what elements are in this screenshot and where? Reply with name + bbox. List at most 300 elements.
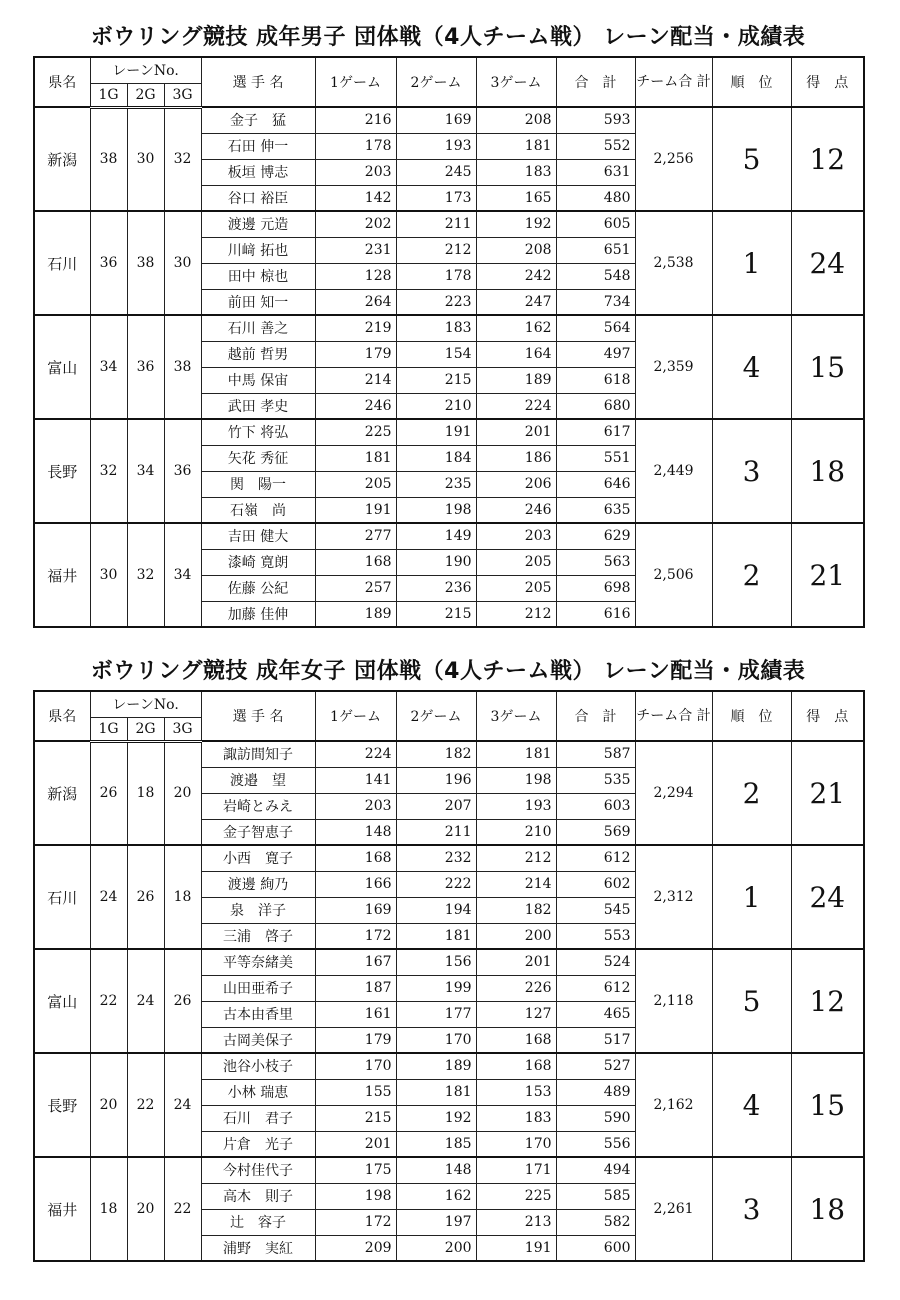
game1-score-cell: 191 bbox=[315, 497, 396, 523]
player-total-cell: 734 bbox=[556, 289, 635, 315]
game2-score-cell: 156 bbox=[396, 949, 476, 975]
player-total-cell: 545 bbox=[556, 897, 635, 923]
game2-score-cell: 192 bbox=[396, 1105, 476, 1131]
game1-score-cell: 161 bbox=[315, 1001, 396, 1027]
points-cell: 15 bbox=[791, 1053, 864, 1157]
player-total-cell: 494 bbox=[556, 1157, 635, 1183]
player-name-cell: 矢花 秀征 bbox=[201, 445, 315, 471]
game3-score-cell: 198 bbox=[476, 767, 556, 793]
player-total-cell: 629 bbox=[556, 523, 635, 549]
game3-score-cell: 242 bbox=[476, 263, 556, 289]
game3-score-cell: 182 bbox=[476, 897, 556, 923]
game3-score-cell: 164 bbox=[476, 341, 556, 367]
game3-score-cell: 189 bbox=[476, 367, 556, 393]
lane-3g-cell: 20 bbox=[164, 741, 201, 845]
game2-score-cell: 199 bbox=[396, 975, 476, 1001]
player-name-cell: 金子 猛 bbox=[201, 107, 315, 133]
player-name-cell: 古岡美保子 bbox=[201, 1027, 315, 1053]
lane-3g-cell: 38 bbox=[164, 315, 201, 419]
game2-score-cell: 182 bbox=[396, 741, 476, 767]
rank-cell: 4 bbox=[712, 315, 791, 419]
team-total-cell: 2,256 bbox=[635, 107, 712, 211]
rank-cell: 5 bbox=[712, 107, 791, 211]
header-total: 合 計 bbox=[556, 57, 635, 107]
prefecture-cell: 福井 bbox=[34, 1157, 90, 1261]
game1-score-cell: 142 bbox=[315, 185, 396, 211]
player-total-cell: 524 bbox=[556, 949, 635, 975]
points-cell: 24 bbox=[791, 845, 864, 949]
game2-score-cell: 178 bbox=[396, 263, 476, 289]
game3-score-cell: 205 bbox=[476, 549, 556, 575]
player-total-cell: 582 bbox=[556, 1209, 635, 1235]
table-row bbox=[34, 315, 864, 341]
game1-score-cell: 246 bbox=[315, 393, 396, 419]
prefecture-cell: 富山 bbox=[34, 315, 90, 419]
player-total-cell: 587 bbox=[556, 741, 635, 767]
player-total-cell: 489 bbox=[556, 1079, 635, 1105]
lane-1g-cell: 22 bbox=[90, 949, 127, 1053]
team-total-cell: 2,538 bbox=[635, 211, 712, 315]
game1-score-cell: 198 bbox=[315, 1183, 396, 1209]
game1-score-cell: 277 bbox=[315, 523, 396, 549]
player-total-cell: 556 bbox=[556, 1131, 635, 1157]
lane-2g-cell: 34 bbox=[127, 419, 164, 523]
header-points: 得 点 bbox=[791, 691, 864, 741]
prefecture-cell: 福井 bbox=[34, 523, 90, 627]
player-name-cell: 辻 容子 bbox=[201, 1209, 315, 1235]
lane-2g-cell: 26 bbox=[127, 845, 164, 949]
game2-score-cell: 207 bbox=[396, 793, 476, 819]
points-cell: 21 bbox=[791, 523, 864, 627]
rank-cell: 2 bbox=[712, 523, 791, 627]
rank-cell: 1 bbox=[712, 845, 791, 949]
player-total-cell: 593 bbox=[556, 107, 635, 133]
player-name-cell: 泉 洋子 bbox=[201, 897, 315, 923]
lane-3g-cell: 18 bbox=[164, 845, 201, 949]
lane-3g-cell: 24 bbox=[164, 1053, 201, 1157]
game3-score-cell: 201 bbox=[476, 949, 556, 975]
lane-1g-cell: 30 bbox=[90, 523, 127, 627]
points-cell: 12 bbox=[791, 949, 864, 1053]
player-total-cell: 465 bbox=[556, 1001, 635, 1027]
header-game3: 3ゲーム bbox=[476, 57, 556, 107]
game2-score-cell: 245 bbox=[396, 159, 476, 185]
header-lane-2g: 2G bbox=[127, 83, 164, 107]
table-row bbox=[34, 107, 864, 133]
player-total-cell: 680 bbox=[556, 393, 635, 419]
men-table-body bbox=[34, 107, 864, 627]
player-total-cell: 651 bbox=[556, 237, 635, 263]
game2-score-cell: 197 bbox=[396, 1209, 476, 1235]
game3-score-cell: 127 bbox=[476, 1001, 556, 1027]
game1-score-cell: 181 bbox=[315, 445, 396, 471]
player-name-cell: 吉田 健大 bbox=[201, 523, 315, 549]
player-total-cell: 605 bbox=[556, 211, 635, 237]
game1-score-cell: 225 bbox=[315, 419, 396, 445]
prefecture-cell: 新潟 bbox=[34, 107, 90, 211]
women-results-table bbox=[33, 690, 865, 1262]
game2-score-cell: 232 bbox=[396, 845, 476, 871]
header-game2: 2ゲーム bbox=[396, 57, 476, 107]
game1-score-cell: 209 bbox=[315, 1235, 396, 1261]
game1-score-cell: 203 bbox=[315, 793, 396, 819]
player-total-cell: 612 bbox=[556, 845, 635, 871]
lane-1g-cell: 20 bbox=[90, 1053, 127, 1157]
game3-score-cell: 213 bbox=[476, 1209, 556, 1235]
points-cell: 18 bbox=[791, 1157, 864, 1261]
game3-score-cell: 205 bbox=[476, 575, 556, 601]
game3-score-cell: 165 bbox=[476, 185, 556, 211]
women-section bbox=[33, 656, 863, 1262]
prefecture-cell: 長野 bbox=[34, 419, 90, 523]
game1-score-cell: 179 bbox=[315, 1027, 396, 1053]
player-name-cell: 竹下 将弘 bbox=[201, 419, 315, 445]
game3-score-cell: 210 bbox=[476, 819, 556, 845]
game3-score-cell: 171 bbox=[476, 1157, 556, 1183]
lane-1g-cell: 38 bbox=[90, 107, 127, 211]
game2-score-cell: 181 bbox=[396, 1079, 476, 1105]
game1-score-cell: 215 bbox=[315, 1105, 396, 1131]
game3-score-cell: 183 bbox=[476, 159, 556, 185]
men-title: ボウリング競技 成年男子 団体戦（4人チーム戦） レーン配当・成績表 bbox=[90, 25, 806, 50]
header-team-total: チーム合 計 bbox=[635, 691, 712, 741]
table-row bbox=[34, 523, 864, 549]
men-section bbox=[33, 22, 863, 628]
team-total-cell: 2,162 bbox=[635, 1053, 712, 1157]
player-name-cell: 漆崎 寛朗 bbox=[201, 549, 315, 575]
player-name-cell: 関 陽一 bbox=[201, 471, 315, 497]
game1-score-cell: 187 bbox=[315, 975, 396, 1001]
lane-2g-cell: 38 bbox=[127, 211, 164, 315]
player-total-cell: 517 bbox=[556, 1027, 635, 1053]
game1-score-cell: 175 bbox=[315, 1157, 396, 1183]
header-rank: 順 位 bbox=[712, 57, 791, 107]
player-total-cell: 480 bbox=[556, 185, 635, 211]
player-total-cell: 553 bbox=[556, 923, 635, 949]
game3-score-cell: 246 bbox=[476, 497, 556, 523]
lane-3g-cell: 36 bbox=[164, 419, 201, 523]
game2-score-cell: 162 bbox=[396, 1183, 476, 1209]
game2-score-cell: 198 bbox=[396, 497, 476, 523]
lane-2g-cell: 18 bbox=[127, 741, 164, 845]
game2-score-cell: 194 bbox=[396, 897, 476, 923]
rank-cell: 3 bbox=[712, 419, 791, 523]
game2-score-cell: 177 bbox=[396, 1001, 476, 1027]
game1-score-cell: 168 bbox=[315, 845, 396, 871]
game2-score-cell: 173 bbox=[396, 185, 476, 211]
points-cell: 15 bbox=[791, 315, 864, 419]
game3-score-cell: 192 bbox=[476, 211, 556, 237]
game1-score-cell: 264 bbox=[315, 289, 396, 315]
game1-score-cell: 205 bbox=[315, 471, 396, 497]
team-total-cell: 2,449 bbox=[635, 419, 712, 523]
player-name-cell: 岩崎とみえ bbox=[201, 793, 315, 819]
table-row bbox=[34, 741, 864, 767]
game1-score-cell: 189 bbox=[315, 601, 396, 627]
game2-score-cell: 181 bbox=[396, 923, 476, 949]
lane-1g-cell: 24 bbox=[90, 845, 127, 949]
player-name-cell: 金子智恵子 bbox=[201, 819, 315, 845]
header-game1: 1ゲーム bbox=[315, 57, 396, 107]
game3-score-cell: 206 bbox=[476, 471, 556, 497]
game3-score-cell: 186 bbox=[476, 445, 556, 471]
game1-score-cell: 155 bbox=[315, 1079, 396, 1105]
game2-score-cell: 211 bbox=[396, 819, 476, 845]
points-cell: 18 bbox=[791, 419, 864, 523]
rank-cell: 2 bbox=[712, 741, 791, 845]
header-game3: 3ゲーム bbox=[476, 691, 556, 741]
lane-1g-cell: 34 bbox=[90, 315, 127, 419]
game3-score-cell: 181 bbox=[476, 741, 556, 767]
player-name-cell: 佐藤 公紀 bbox=[201, 575, 315, 601]
game3-score-cell: 162 bbox=[476, 315, 556, 341]
table-row bbox=[34, 845, 864, 871]
player-name-cell: 古本由香里 bbox=[201, 1001, 315, 1027]
game1-score-cell: 166 bbox=[315, 871, 396, 897]
player-total-cell: 600 bbox=[556, 1235, 635, 1261]
header-lane-no: レーンNo. bbox=[90, 57, 201, 83]
game3-score-cell: 212 bbox=[476, 601, 556, 627]
game2-score-cell: 235 bbox=[396, 471, 476, 497]
table-row bbox=[34, 419, 864, 445]
game3-score-cell: 183 bbox=[476, 1105, 556, 1131]
header-lane-3g: 3G bbox=[164, 83, 201, 107]
player-total-cell: 564 bbox=[556, 315, 635, 341]
game1-score-cell: 224 bbox=[315, 741, 396, 767]
game1-score-cell: 148 bbox=[315, 819, 396, 845]
game1-score-cell: 141 bbox=[315, 767, 396, 793]
player-total-cell: 552 bbox=[556, 133, 635, 159]
game1-score-cell: 168 bbox=[315, 549, 396, 575]
game2-score-cell: 215 bbox=[396, 601, 476, 627]
game2-score-cell: 190 bbox=[396, 549, 476, 575]
game2-score-cell: 149 bbox=[396, 523, 476, 549]
prefecture-cell: 石川 bbox=[34, 211, 90, 315]
prefecture-cell: 富山 bbox=[34, 949, 90, 1053]
header-game1: 1ゲーム bbox=[315, 691, 396, 741]
player-total-cell: 698 bbox=[556, 575, 635, 601]
lane-2g-cell: 32 bbox=[127, 523, 164, 627]
lane-1g-cell: 36 bbox=[90, 211, 127, 315]
game3-score-cell: 200 bbox=[476, 923, 556, 949]
game2-score-cell: 212 bbox=[396, 237, 476, 263]
game2-score-cell: 223 bbox=[396, 289, 476, 315]
game2-score-cell: 191 bbox=[396, 419, 476, 445]
game3-score-cell: 168 bbox=[476, 1027, 556, 1053]
table-row bbox=[34, 949, 864, 975]
player-total-cell: 527 bbox=[556, 1053, 635, 1079]
game1-score-cell: 170 bbox=[315, 1053, 396, 1079]
player-total-cell: 551 bbox=[556, 445, 635, 471]
header-player: 選 手 名 bbox=[201, 691, 315, 741]
player-total-cell: 497 bbox=[556, 341, 635, 367]
game3-score-cell: 214 bbox=[476, 871, 556, 897]
lane-2g-cell: 36 bbox=[127, 315, 164, 419]
player-name-cell: 池谷小枝子 bbox=[201, 1053, 315, 1079]
player-name-cell: 高木 則子 bbox=[201, 1183, 315, 1209]
rank-cell: 5 bbox=[712, 949, 791, 1053]
rank-cell: 1 bbox=[712, 211, 791, 315]
header-game2: 2ゲーム bbox=[396, 691, 476, 741]
game1-score-cell: 214 bbox=[315, 367, 396, 393]
player-name-cell: 石嶺 尚 bbox=[201, 497, 315, 523]
game2-score-cell: 169 bbox=[396, 107, 476, 133]
team-total-cell: 2,118 bbox=[635, 949, 712, 1053]
header-lane-2g: 2G bbox=[127, 717, 164, 741]
player-total-cell: 569 bbox=[556, 819, 635, 845]
game2-score-cell: 196 bbox=[396, 767, 476, 793]
game2-score-cell: 183 bbox=[396, 315, 476, 341]
game3-score-cell: 153 bbox=[476, 1079, 556, 1105]
player-name-cell: 前田 知一 bbox=[201, 289, 315, 315]
player-name-cell: 渡邊 元造 bbox=[201, 211, 315, 237]
game3-score-cell: 193 bbox=[476, 793, 556, 819]
player-total-cell: 635 bbox=[556, 497, 635, 523]
game2-score-cell: 222 bbox=[396, 871, 476, 897]
player-total-cell: 612 bbox=[556, 975, 635, 1001]
points-cell: 24 bbox=[791, 211, 864, 315]
player-name-cell: 山田亜希子 bbox=[201, 975, 315, 1001]
header-total: 合 計 bbox=[556, 691, 635, 741]
player-total-cell: 631 bbox=[556, 159, 635, 185]
game2-score-cell: 185 bbox=[396, 1131, 476, 1157]
player-name-cell: 中馬 保宙 bbox=[201, 367, 315, 393]
prefecture-cell: 新潟 bbox=[34, 741, 90, 845]
player-total-cell: 585 bbox=[556, 1183, 635, 1209]
player-name-cell: 片倉 光子 bbox=[201, 1131, 315, 1157]
header-pref: 県名 bbox=[34, 691, 90, 741]
lane-2g-cell: 24 bbox=[127, 949, 164, 1053]
player-total-cell: 602 bbox=[556, 871, 635, 897]
game2-score-cell: 148 bbox=[396, 1157, 476, 1183]
player-name-cell: 石田 伸一 bbox=[201, 133, 315, 159]
player-name-cell: 石川 君子 bbox=[201, 1105, 315, 1131]
prefecture-cell: 石川 bbox=[34, 845, 90, 949]
lane-3g-cell: 30 bbox=[164, 211, 201, 315]
game2-score-cell: 215 bbox=[396, 367, 476, 393]
game1-score-cell: 167 bbox=[315, 949, 396, 975]
game3-score-cell: 225 bbox=[476, 1183, 556, 1209]
player-name-cell: 田中 椋也 bbox=[201, 263, 315, 289]
game2-score-cell: 211 bbox=[396, 211, 476, 237]
women-title: ボウリング競技 成年女子 団体戦（4人チーム戦） レーン配当・成績表 bbox=[90, 659, 806, 684]
player-name-cell: 三浦 啓子 bbox=[201, 923, 315, 949]
game1-score-cell: 172 bbox=[315, 1209, 396, 1235]
header-lane-1g: 1G bbox=[90, 83, 127, 107]
player-name-cell: 平等奈緒美 bbox=[201, 949, 315, 975]
player-name-cell: 谷口 裕臣 bbox=[201, 185, 315, 211]
game2-score-cell: 210 bbox=[396, 393, 476, 419]
game3-score-cell: 181 bbox=[476, 133, 556, 159]
game1-score-cell: 128 bbox=[315, 263, 396, 289]
game2-score-cell: 236 bbox=[396, 575, 476, 601]
player-name-cell: 浦野 実紅 bbox=[201, 1235, 315, 1261]
game3-score-cell: 208 bbox=[476, 237, 556, 263]
lane-1g-cell: 32 bbox=[90, 419, 127, 523]
points-cell: 12 bbox=[791, 107, 864, 211]
header-rank: 順 位 bbox=[712, 691, 791, 741]
game3-score-cell: 191 bbox=[476, 1235, 556, 1261]
points-cell: 21 bbox=[791, 741, 864, 845]
player-name-cell: 今村佳代子 bbox=[201, 1157, 315, 1183]
game2-score-cell: 184 bbox=[396, 445, 476, 471]
game1-score-cell: 216 bbox=[315, 107, 396, 133]
team-total-cell: 2,312 bbox=[635, 845, 712, 949]
player-total-cell: 646 bbox=[556, 471, 635, 497]
game1-score-cell: 179 bbox=[315, 341, 396, 367]
team-total-cell: 2,294 bbox=[635, 741, 712, 845]
player-name-cell: 諏訪間知子 bbox=[201, 741, 315, 767]
game3-score-cell: 212 bbox=[476, 845, 556, 871]
game2-score-cell: 189 bbox=[396, 1053, 476, 1079]
player-name-cell: 加藤 佳伸 bbox=[201, 601, 315, 627]
player-name-cell: 小林 瑞恵 bbox=[201, 1079, 315, 1105]
game1-score-cell: 203 bbox=[315, 159, 396, 185]
player-name-cell: 武田 孝史 bbox=[201, 393, 315, 419]
lane-3g-cell: 34 bbox=[164, 523, 201, 627]
header-points: 得 点 bbox=[791, 57, 864, 107]
game1-score-cell: 257 bbox=[315, 575, 396, 601]
player-name-cell: 石川 善之 bbox=[201, 315, 315, 341]
game1-score-cell: 202 bbox=[315, 211, 396, 237]
game1-score-cell: 201 bbox=[315, 1131, 396, 1157]
player-name-cell: 板垣 博志 bbox=[201, 159, 315, 185]
game3-score-cell: 168 bbox=[476, 1053, 556, 1079]
player-name-cell: 渡邉 望 bbox=[201, 767, 315, 793]
lane-1g-cell: 18 bbox=[90, 1157, 127, 1261]
game1-score-cell: 169 bbox=[315, 897, 396, 923]
player-total-cell: 617 bbox=[556, 419, 635, 445]
table-row bbox=[34, 1157, 864, 1183]
player-total-cell: 616 bbox=[556, 601, 635, 627]
player-total-cell: 590 bbox=[556, 1105, 635, 1131]
player-total-cell: 535 bbox=[556, 767, 635, 793]
team-total-cell: 2,261 bbox=[635, 1157, 712, 1261]
rank-cell: 3 bbox=[712, 1157, 791, 1261]
player-total-cell: 563 bbox=[556, 549, 635, 575]
game1-score-cell: 219 bbox=[315, 315, 396, 341]
game2-score-cell: 170 bbox=[396, 1027, 476, 1053]
game3-score-cell: 170 bbox=[476, 1131, 556, 1157]
game1-score-cell: 231 bbox=[315, 237, 396, 263]
men-results-table bbox=[33, 56, 865, 628]
game1-score-cell: 172 bbox=[315, 923, 396, 949]
table-row bbox=[34, 211, 864, 237]
game3-score-cell: 226 bbox=[476, 975, 556, 1001]
lane-2g-cell: 22 bbox=[127, 1053, 164, 1157]
game3-score-cell: 247 bbox=[476, 289, 556, 315]
lane-3g-cell: 26 bbox=[164, 949, 201, 1053]
header-lane-1g: 1G bbox=[90, 717, 127, 741]
header-lane-3g: 3G bbox=[164, 717, 201, 741]
team-total-cell: 2,506 bbox=[635, 523, 712, 627]
game2-score-cell: 154 bbox=[396, 341, 476, 367]
lane-2g-cell: 30 bbox=[127, 107, 164, 211]
player-total-cell: 603 bbox=[556, 793, 635, 819]
player-total-cell: 548 bbox=[556, 263, 635, 289]
game2-score-cell: 193 bbox=[396, 133, 476, 159]
header-pref: 県名 bbox=[34, 57, 90, 107]
game3-score-cell: 203 bbox=[476, 523, 556, 549]
prefecture-cell: 長野 bbox=[34, 1053, 90, 1157]
player-total-cell: 618 bbox=[556, 367, 635, 393]
team-total-cell: 2,359 bbox=[635, 315, 712, 419]
lane-3g-cell: 32 bbox=[164, 107, 201, 211]
game1-score-cell: 178 bbox=[315, 133, 396, 159]
header-lane-no: レーンNo. bbox=[90, 691, 201, 717]
player-name-cell: 渡邊 絢乃 bbox=[201, 871, 315, 897]
game3-score-cell: 224 bbox=[476, 393, 556, 419]
